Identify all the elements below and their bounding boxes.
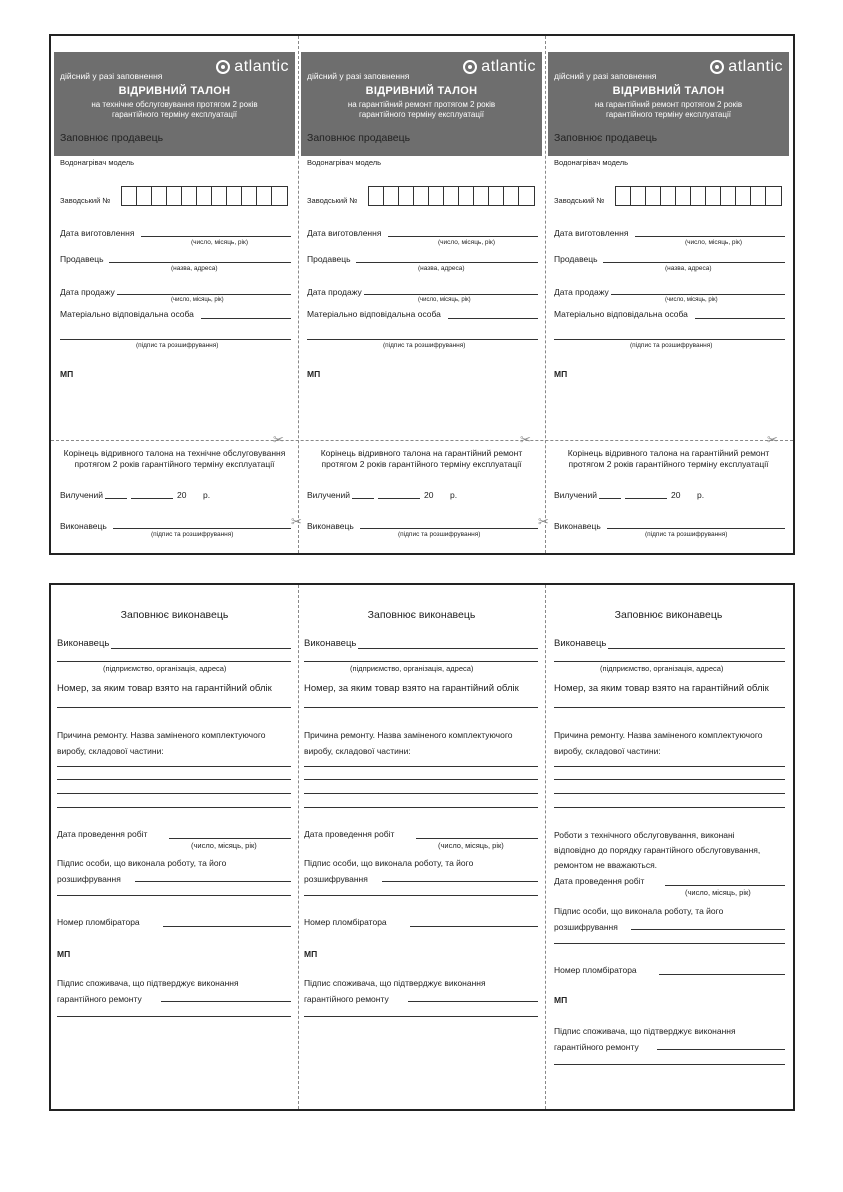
scissors-icon: ✂	[291, 514, 302, 529]
brand-name: atlantic	[728, 58, 783, 75]
repair-reason-label: Причина ремонту. Назва заміненого комплектуючого виробу, складової частини:	[57, 730, 266, 756]
coupon	[545, 36, 792, 553]
repair-reason-field[interactable]	[304, 793, 538, 794]
work-date-label: Дата проведення робіт	[304, 829, 395, 839]
coupon-title: ВІДРИВНИЙ ТАЛОН	[118, 85, 231, 97]
repair-reason-field[interactable]	[304, 779, 538, 780]
performer-hint: (підприємство, організація, адреса)	[600, 664, 724, 673]
removed-day-field[interactable]	[352, 498, 374, 499]
performer-field-2[interactable]	[554, 661, 785, 662]
serial-no-cells[interactable]	[121, 186, 288, 206]
performer-label: Виконавець	[307, 521, 354, 531]
registered-no-label: Номер, за яким товар взято на гарантійний облік	[304, 683, 519, 694]
filled-by-seller: Заповнює продавець	[60, 132, 164, 144]
serial-no-label: Заводський №	[307, 196, 358, 205]
brand-logo	[463, 58, 536, 76]
work-date-hint: (число, місяць, рік)	[438, 841, 504, 850]
signature-hint: (підпис та розшифрування)	[383, 342, 466, 349]
consumer-signature-field[interactable]	[657, 1049, 785, 1050]
signature-field[interactable]	[135, 881, 291, 882]
valid-label: дійсний у разі заповнення	[554, 71, 657, 81]
signature-field-2[interactable]	[57, 895, 291, 896]
scissors-icon: ✂	[538, 514, 549, 529]
serial-no-label: Заводський №	[60, 196, 111, 205]
stamp-label: МП	[57, 949, 71, 959]
brand-name: atlantic	[481, 58, 536, 75]
stub-text: Корінець відривного талона на гарантійний ремонт протягом 2 років гарантійного терміну експлуатації	[567, 448, 770, 469]
coupon-subtitle: на гарантійний ремонт протягом 2 років гарантійного терміну експлуатації	[347, 100, 496, 119]
removed-label: Вилучений	[60, 490, 103, 500]
coupon	[298, 36, 549, 553]
year-prefix: 20	[424, 490, 434, 500]
seller-label: Продавець	[307, 254, 351, 264]
coupon-subtitle: на гарантійний ремонт протягом 2 років гарантійного терміну експлуатації	[594, 100, 743, 119]
coupon	[51, 36, 302, 553]
responsible-signature-field[interactable]	[307, 339, 538, 340]
performer-field[interactable]	[360, 528, 538, 529]
sale-date-field[interactable]	[364, 294, 538, 295]
year-suffix: р.	[203, 490, 211, 500]
seller-label: Продавець	[554, 254, 598, 264]
removed-month-field[interactable]	[131, 498, 173, 499]
repair-reason-field[interactable]	[304, 807, 538, 808]
work-date-label: Дата проведення робіт	[554, 876, 645, 886]
signature-hint: (підпис та розшифрування)	[136, 342, 219, 349]
serial-no-label: Заводський №	[554, 196, 605, 205]
coupon-sheet	[49, 34, 795, 555]
filled-by-performer: Заповнює виконавець	[120, 609, 229, 621]
signature-hint: (підпис та розшифрування)	[630, 342, 713, 349]
brand-logo	[216, 58, 289, 76]
performer-hint: (підприємство, організація, адреса)	[103, 664, 227, 673]
responsible-label: Матеріально відповідальна особа	[60, 309, 194, 319]
mfg-date-label: Дата виготовлення	[60, 228, 135, 238]
performer-field-2[interactable]	[304, 661, 538, 662]
seller-hint: (назва, адреса)	[171, 265, 218, 272]
responsible-label: Матеріально відповідальна особа	[307, 309, 441, 319]
signature-field-2[interactable]	[554, 943, 785, 944]
stub-text: Корінець відривного талона на гарантійний ремонт протягом 2 років гарантійного терміну експлуатації	[320, 448, 523, 469]
sealer-no-label: Номер пломбіратора	[554, 965, 637, 975]
brand-name: atlantic	[234, 58, 289, 75]
serial-no-cells[interactable]	[615, 186, 782, 206]
repair-reason-label: Причина ремонту. Назва заміненого комплектуючого виробу, складової частини:	[304, 730, 513, 756]
mfg-date-label: Дата виготовлення	[307, 228, 382, 238]
sale-date-hint: (число, місяць, рік)	[665, 297, 718, 303]
consumer-signature-field-2[interactable]	[554, 1064, 785, 1065]
consumer-signature-field[interactable]	[161, 1001, 291, 1002]
signature-field[interactable]	[382, 881, 538, 882]
sale-date-label: Дата продажу	[60, 287, 115, 297]
consumer-signature-field-2[interactable]	[304, 1016, 538, 1017]
signature-label: Підпис особи, що виконала роботу, та його розшифрування	[554, 906, 724, 932]
filled-by-performer: Заповнює виконавець	[367, 609, 476, 621]
stamp-label: МП	[60, 369, 74, 379]
performer-hint: (підприємство, організація, адреса)	[350, 664, 474, 673]
year-suffix: р.	[697, 490, 705, 500]
stamp-label: МП	[307, 369, 321, 379]
stamp-label: МП	[554, 369, 568, 379]
heater-model-label: Водонагрівач модель	[554, 158, 629, 167]
responsible-field[interactable]	[201, 318, 291, 319]
consumer-signature-field[interactable]	[408, 1001, 538, 1002]
stub-text: Корінець відривного талона на технічне обслуговування протягом 2 років гарантійного терміну експлуатації	[63, 448, 286, 469]
sale-date-field[interactable]	[611, 294, 785, 295]
sale-date-label: Дата продажу	[307, 287, 362, 297]
brand-logo	[710, 58, 783, 76]
serial-no-cells[interactable]	[368, 186, 535, 206]
repair-reason-field[interactable]	[304, 766, 538, 767]
repair-reason-field[interactable]	[57, 766, 291, 767]
stamp-label: МП	[554, 995, 568, 1005]
coupon-title: ВІДРИВНИЙ ТАЛОН	[612, 85, 725, 97]
coupon-back	[545, 585, 792, 1109]
repair-reason-label: Причина ремонту. Назва заміненого комплектуючого виробу, складової частини:	[554, 730, 763, 756]
mfg-date-label: Дата виготовлення	[554, 228, 629, 238]
work-date-field[interactable]	[665, 885, 785, 886]
work-date-field[interactable]	[416, 838, 538, 839]
mfg-date-hint: (число, місяць, рік)	[438, 239, 495, 246]
seller-label: Продавець	[60, 254, 104, 264]
filled-by-performer: Заповнює виконавець	[614, 609, 723, 621]
seller-hint: (назва, адреса)	[418, 265, 465, 272]
removed-month-field[interactable]	[378, 498, 420, 499]
valid-label: дійсний у разі заповнення	[60, 71, 163, 81]
repair-reason-field[interactable]	[57, 807, 291, 808]
filled-by-seller: Заповнює продавець	[554, 132, 658, 144]
performer-field[interactable]	[111, 648, 291, 649]
performer-label: Виконавець	[60, 521, 107, 531]
coupon-back	[51, 585, 298, 1109]
year-prefix: 20	[671, 490, 681, 500]
signature-field-2[interactable]	[304, 895, 538, 896]
mfg-date-hint: (число, місяць, рік)	[191, 239, 248, 246]
coupon-subtitle: на технічне обслуговування протягом 2 років гарантійного терміну експлуатації	[91, 100, 258, 119]
consumer-signature-label: Підпис споживача, що підтверджує виконання гарантійного ремонту	[304, 978, 486, 1004]
repair-reason-field[interactable]	[554, 807, 785, 808]
responsible-signature-field[interactable]	[60, 339, 291, 340]
coupon-back-sheet	[49, 583, 795, 1111]
work-date-hint: (число, місяць, рік)	[191, 841, 257, 850]
sale-date-field[interactable]	[117, 294, 291, 295]
registered-no-label: Номер, за яким товар взято на гарантійний облік	[554, 683, 769, 694]
performer-label: Виконавець	[57, 638, 110, 649]
sealer-no-label: Номер пломбіратора	[57, 917, 140, 927]
signature-field[interactable]	[631, 929, 785, 930]
heater-model-label: Водонагрівач модель	[60, 158, 135, 167]
sale-date-label: Дата продажу	[554, 287, 609, 297]
consumer-signature-label: Підпис споживача, що підтверджує виконання гарантійного ремонту	[554, 1026, 736, 1052]
repair-reason-field[interactable]	[57, 793, 291, 794]
mfg-date-field[interactable]	[141, 236, 291, 237]
mfg-date-field[interactable]	[635, 236, 785, 237]
sale-date-hint: (число, місяць, рік)	[418, 297, 471, 303]
sealer-no-field[interactable]	[163, 926, 291, 927]
scissors-icon: ✂	[520, 432, 531, 447]
performer-hint: (підпис та розшифрування)	[645, 531, 728, 538]
performer-field[interactable]	[608, 648, 785, 649]
sealer-no-field[interactable]	[410, 926, 538, 927]
registered-no-label: Номер, за яким товар взято на гарантійний облік	[57, 683, 272, 694]
performer-label: Виконавець	[554, 638, 607, 649]
performer-field[interactable]	[113, 528, 291, 529]
year-prefix: 20	[177, 490, 187, 500]
maintenance-note: Роботи з технічного обслуговування, виконані відповідно до порядку гарантійного обслуговування, ремонтом не вважаються.	[554, 830, 761, 870]
scissors-icon: ✂	[273, 432, 284, 447]
performer-field-2[interactable]	[57, 661, 291, 662]
repair-reason-field[interactable]	[554, 766, 785, 767]
signature-label: Підпис особи, що виконала роботу, та його розшифрування	[57, 858, 227, 884]
seller-field[interactable]	[603, 262, 785, 263]
work-date-field[interactable]	[169, 838, 291, 839]
filled-by-seller: Заповнює продавець	[307, 132, 411, 144]
work-date-label: Дата проведення робіт	[57, 829, 148, 839]
responsible-field[interactable]	[448, 318, 538, 319]
registered-no-field[interactable]	[57, 707, 291, 708]
removed-day-field[interactable]	[105, 498, 127, 499]
consumer-signature-field-2[interactable]	[57, 1016, 291, 1017]
year-suffix: р.	[450, 490, 458, 500]
performer-field[interactable]	[358, 648, 538, 649]
sealer-no-label: Номер пломбіратора	[304, 917, 387, 927]
signature-label: Підпис особи, що виконала роботу, та його розшифрування	[304, 858, 474, 884]
removed-label: Вилучений	[307, 490, 350, 500]
performer-hint: (підпис та розшифрування)	[398, 531, 481, 538]
coupon-back	[298, 585, 545, 1109]
seller-field[interactable]	[109, 262, 291, 263]
stamp-label: МП	[304, 949, 318, 959]
performer-label: Виконавець	[554, 521, 601, 531]
responsible-label: Матеріально відповідальна особа	[554, 309, 688, 319]
consumer-signature-label: Підпис споживача, що підтверджує виконання гарантійного ремонту	[57, 978, 239, 1004]
registered-no-field[interactable]	[554, 707, 785, 708]
responsible-field[interactable]	[695, 318, 785, 319]
work-date-hint: (число, місяць, рік)	[685, 888, 751, 897]
coupon-title: ВІДРИВНИЙ ТАЛОН	[365, 85, 478, 97]
sale-date-hint: (число, місяць, рік)	[171, 297, 224, 303]
logo-icon	[463, 60, 477, 74]
repair-reason-field[interactable]	[554, 793, 785, 794]
seller-field[interactable]	[356, 262, 538, 263]
performer-label: Виконавець	[304, 638, 357, 649]
seller-hint: (назва, адреса)	[665, 265, 712, 272]
removed-day-field[interactable]	[599, 498, 621, 499]
registered-no-field[interactable]	[304, 707, 538, 708]
responsible-signature-field[interactable]	[554, 339, 785, 340]
valid-label: дійсний у разі заповнення	[307, 71, 410, 81]
logo-icon	[710, 60, 724, 74]
performer-hint: (підпис та розшифрування)	[151, 531, 234, 538]
repair-reason-field[interactable]	[554, 779, 785, 780]
scissors-icon: ✂	[767, 432, 778, 447]
sealer-no-field[interactable]	[659, 974, 785, 975]
removed-label: Вилучений	[554, 490, 597, 500]
logo-icon	[216, 60, 230, 74]
repair-reason-field[interactable]	[57, 779, 291, 780]
removed-month-field[interactable]	[625, 498, 667, 499]
heater-model-label: Водонагрівач модель	[307, 158, 382, 167]
mfg-date-field[interactable]	[388, 236, 538, 237]
performer-field[interactable]	[607, 528, 785, 529]
mfg-date-hint: (число, місяць, рік)	[685, 239, 742, 246]
